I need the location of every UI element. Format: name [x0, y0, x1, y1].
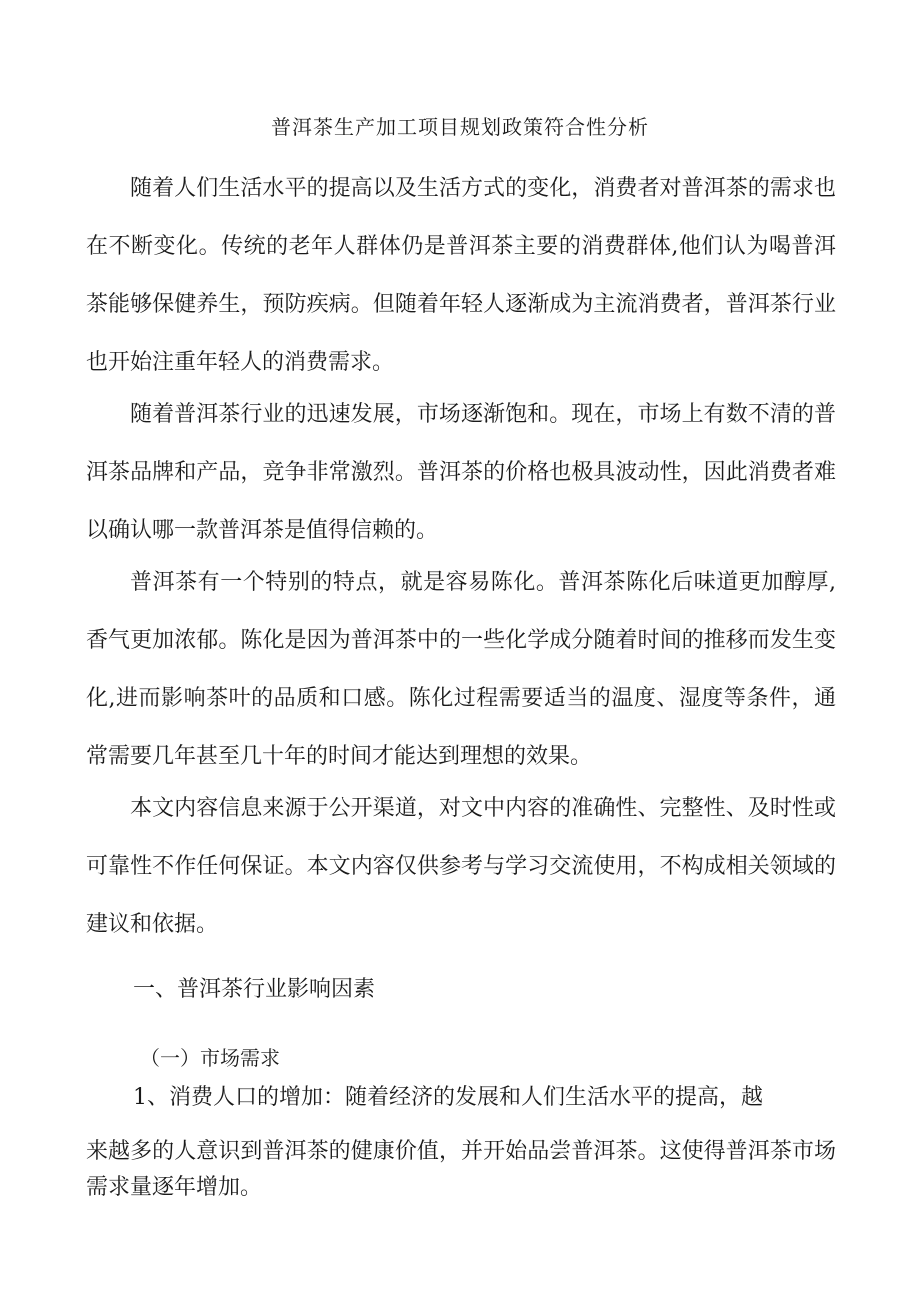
paragraph-consumer-demand: 随着人们生活水平的提高以及生活方式的变化，消费者对普洱茶的需求也在不断变化。传统的老年人群体仍是普洱茶主要的消费群体,他们认为喝普洱茶能够保健养生，预防疾病。但随着年轻人逐渐成为主流消费者，普洱茶行业也开始注重年轻人的消费需求。	[86, 176, 836, 375]
subsection-heading: （一）市场需求	[140, 1046, 280, 1070]
section-heading: 一、普洱茶行业影响因素	[133, 977, 376, 1002]
list-item-continuation: 来越多的人意识到普洱茶的健康价值，并开始品尝普洱茶。这使得普洱茶市场需求量逐年增加。	[86, 1139, 836, 1200]
paragraph-aging-feature: 普洱茶有一个特别的特点，就是容易陈化。普洱茶陈化后味道更加醇厚,香气更加浓郁。陈化是因为普洱茶中的一些化学成分随着时间的推移而发生变化,进而影响茶叶的品质和口感。陈化过程需要适当的温度、湿度等条件，通常需要几年甚至几十年的时间才能达到理想的效果。	[86, 570, 836, 769]
paragraph-disclaimer: 本文内容信息来源于公开渠道，对文中内容的准确性、完整性、及时性或可靠性不作任何保证。本文内容仅供参考与学习交流使用，不构成相关领域的建议和依据。	[86, 796, 836, 937]
document-title: 普洱茶生产加工项目规划政策符合性分析	[271, 115, 649, 139]
list-item-first-line: 1、消费人口的增加：随着经济的发展和人们生活水平的提高，越	[133, 1085, 763, 1110]
paragraph-market-competition: 随着普洱茶行业的迅速发展，市场逐渐饱和。现在，市场上有数不清的普洱茶品牌和产品，竞争非常激烈。普洱茶的价格也极具波动性，因此消费者难以确认哪一款普洱茶是值得信赖的。	[86, 402, 836, 543]
